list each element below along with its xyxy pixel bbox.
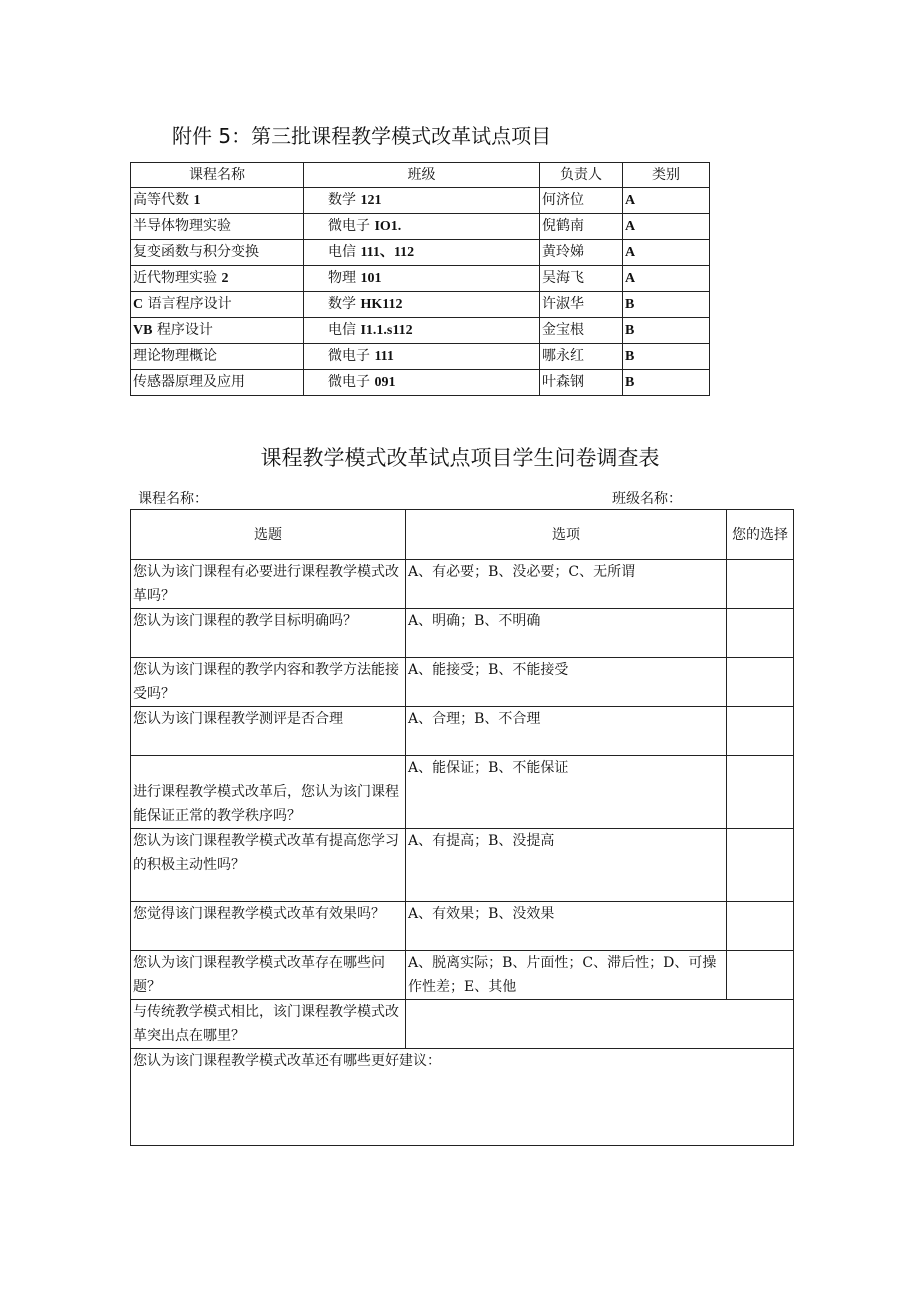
choice-cell[interactable] (727, 902, 794, 951)
survey-row (131, 902, 794, 951)
class-cell: 数学 HK112 (304, 292, 540, 318)
question-cell: 您认为该门课程教学测评是否合理 (131, 707, 406, 756)
answer-cell[interactable] (406, 1000, 794, 1049)
survey-row (131, 1049, 794, 1146)
header-choice: 您的选择 (727, 510, 794, 560)
table-row (131, 318, 710, 344)
category-cell: B (623, 370, 710, 396)
pilot-projects-table (130, 162, 710, 396)
question-cell: 您认为该门课程的教学内容和教学方法能接受吗？ (131, 658, 406, 707)
options-cell: A、能接受；B、不能接受 (406, 658, 727, 707)
course-name-cell: 半导体物理实验 (131, 214, 304, 240)
course-name-cell: C 语言程序设计 (131, 292, 304, 318)
suggestion-cell[interactable]: 您认为该门课程教学模式改革还有哪些更好建议： (131, 1049, 794, 1146)
survey-row (131, 829, 794, 902)
question-cell: 进行课程教学模式改革后，您认为该门课程能保证正常的教学秩序吗？ (131, 756, 406, 829)
category-cell: A (623, 240, 710, 266)
table-row (131, 188, 710, 214)
course-name-cell: 复变函数与积分变换 (131, 240, 304, 266)
class-cell: 数学 121 (304, 188, 540, 214)
header-category: 类别 (623, 163, 710, 188)
class-cell: 微电子 091 (304, 370, 540, 396)
table-row (131, 344, 710, 370)
header-owner: 负责人 (540, 163, 623, 188)
choice-cell[interactable] (727, 829, 794, 902)
course-name-cell: VB 程序设计 (131, 318, 304, 344)
owner-cell: 黄玲娣 (540, 240, 623, 266)
choice-cell[interactable] (727, 658, 794, 707)
table-row (131, 266, 710, 292)
course-name-cell: 高等代数 1 (131, 188, 304, 214)
category-cell: B (623, 318, 710, 344)
survey-row (131, 707, 794, 756)
question-cell: 您觉得该门课程教学模式改革有效果吗？ (131, 902, 406, 951)
survey-table (130, 509, 794, 1146)
class-name-label: 班级名称： (612, 491, 682, 507)
course-name-label: 课程名称： (138, 491, 208, 507)
header-options: 选项 (406, 510, 727, 560)
category-cell: B (623, 344, 710, 370)
class-cell: 电信 I1.1.s112 (304, 318, 540, 344)
table-row (131, 240, 710, 266)
table-header-row (131, 163, 710, 188)
course-name-cell: 传感器原理及应用 (131, 370, 304, 396)
survey-row (131, 1000, 794, 1049)
options-cell: A、有提高；B、没提高 (406, 829, 727, 902)
options-cell: A、有必要；B、没必要；C、无所谓 (406, 560, 727, 609)
header-class: 班级 (304, 163, 540, 188)
options-cell: A、脱离实际；B、片面性；C、滞后性；D、可操作性差；E、其他 (406, 951, 727, 1000)
owner-cell: 倪鹤南 (540, 214, 623, 240)
choice-cell[interactable] (727, 756, 794, 829)
table-row (131, 370, 710, 396)
owner-cell: 许淑华 (540, 292, 623, 318)
owner-cell: 吴海飞 (540, 266, 623, 292)
options-cell: A、明确；B、不明确 (406, 609, 727, 658)
options-cell: A、合理；B、不合理 (406, 707, 727, 756)
class-cell: 物理 101 (304, 266, 540, 292)
options-cell: A、能保证；B、不能保证 (406, 756, 727, 829)
header-question: 选题 (131, 510, 406, 560)
table-row (131, 292, 710, 318)
question-cell: 您认为该门课程有必要进行课程教学模式改革吗？ (131, 560, 406, 609)
question-cell: 您认为该门课程的教学目标明确吗？ (131, 609, 406, 658)
choice-cell[interactable] (727, 707, 794, 756)
category-cell: B (623, 292, 710, 318)
choice-cell[interactable] (727, 560, 794, 609)
category-cell: A (623, 188, 710, 214)
course-name-cell: 理论物理概论 (131, 344, 304, 370)
owner-cell: 叶森钢 (540, 370, 623, 396)
survey-header-row (131, 510, 794, 560)
class-cell: 电信 111、112 (304, 240, 540, 266)
options-cell: A、有效果；B、没效果 (406, 902, 727, 951)
survey-row (131, 560, 794, 609)
owner-cell: 金宝根 (540, 318, 623, 344)
question-cell: 您认为该门课程教学模式改革存在哪些问题？ (131, 951, 406, 1000)
attachment-title: 附件 5：第三批课程教学模式改革试点项目 (172, 124, 552, 148)
survey-row (131, 658, 794, 707)
survey-row (131, 756, 794, 829)
category-cell: A (623, 266, 710, 292)
header-course-name: 课程名称 (131, 163, 304, 188)
question-cell: 与传统教学模式相比，该门课程教学模式改革突出点在哪里？ (131, 1000, 406, 1049)
owner-cell: 何济位 (540, 188, 623, 214)
survey-title: 课程教学模式改革试点项目学生问卷调查表 (260, 446, 660, 470)
category-cell: A (623, 214, 710, 240)
survey-row (131, 609, 794, 658)
class-cell: 微电子 IO1. (304, 214, 540, 240)
table-row (131, 214, 710, 240)
survey-row (131, 951, 794, 1000)
question-cell: 您认为该门课程教学模式改革有提高您学习的积极主动性吗？ (131, 829, 406, 902)
owner-cell: 哪永红 (540, 344, 623, 370)
choice-cell[interactable] (727, 609, 794, 658)
course-name-cell: 近代物理实验 2 (131, 266, 304, 292)
class-cell: 微电子 111 (304, 344, 540, 370)
choice-cell[interactable] (727, 951, 794, 1000)
